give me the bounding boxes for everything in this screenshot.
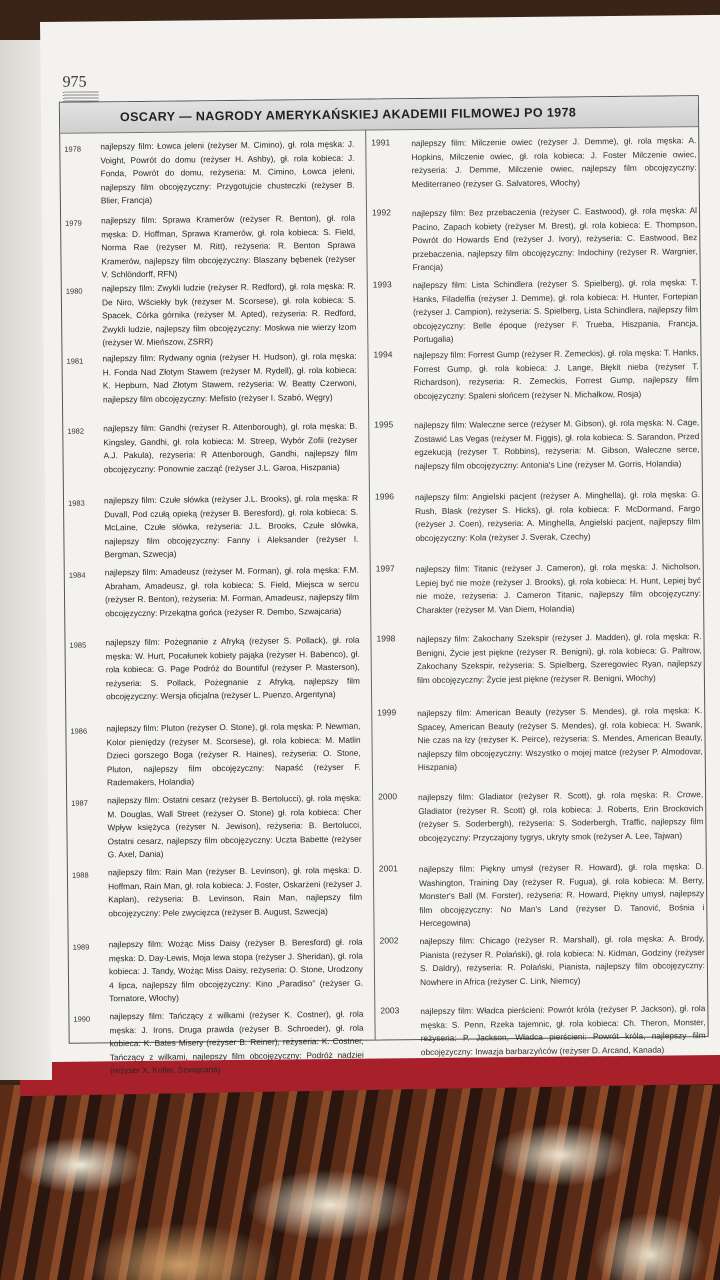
entry-text: najlepszy film: American Beauty (reżyser S. Mendes), gł. rola męska: K. Spacey, American Beauty (reżyser S. Mendes), gł. rola kobieca: H. Swank, Nie czas na łzy (reżyser K. Peirce), reżyseria: S. Mendes, American Beauty, najlepszy film obcojęzyczny: Wszystko o mojej matce (reżyser P. Almodovar, Hiszpania) bbox=[417, 705, 703, 773]
entry-text: najlepszy film: Rydwany ognia (reżyser H. Hudson), gł. rola męska: H. Fonda Nad Złotym Stawem (reżyser M. Rydell), gł. rola kobieca: K. Hepburn, Nad Złotym Stawem, reżyseria: W. Beatty Czerwoni, najlepszy film obcojęzyczny: Mefisto (reżyser I. Szabó, Węgry) bbox=[102, 350, 357, 404]
entry-text: najlepszy film: Piękny umysł (reżyser R. Howard), gł. rola męska: D. Washington, Training Day (reżyser R. Fugua), gł. rola kobieca: M. Berry, Monster's Ball (M. Forster), reżyseria: R. Howard, Piękny umysł, najlepszy film obcojęzyczny: No Man's Land (reżyser D. Tanović, Bośnia i Hercegowina) bbox=[418, 861, 705, 929]
entry-year: 1984 bbox=[68, 570, 86, 580]
entry-text: najlepszy film: Forrest Gump (reżyser R. Zemeckis), gł. rola męska: T. Hanks, Forrest Gump, gł. rola kobieca: J. Lange, Błękit nieba (reżyser T. Richardson), reżyseria: R. Zemeckis, Forrest Gump, najlepszy film obcojęzyczny: Spaleni słońcem (reżyser N. Michałkow, Rosja) bbox=[413, 347, 699, 401]
entry-text: najlepszy film: Angielski pacjent (reżyser A. Minghella), gł. rola męska: G. Rush, Blask (reżyser S. Hicks), gł. rola kobieca: F. McDormand, Fargo (reżyser J. Coen), reżyseria: A. Minghella, Angielski pacjent, najlepszy film obcojęzyczny: Kola (reżyser J. Sverak, Czechy) bbox=[414, 489, 701, 543]
entry-text: najlepszy film: Tańczący z wilkami (reżyser K. Costner), gł. rola męska: J. Irons, Druga prawda (reżyser B. Schroeder), gł. rola kobieca: K. Bates Misery (reżyser B. Reiner), reżyseria: K. Costner, Tańczący z wilkami, najlepszy film obcojęzyczny: Podróż nadziei (reżyser X. Koller, Szwajcaria) bbox=[109, 1008, 364, 1076]
entry-text: najlepszy film: Zakochany Szekspir (reżyser J. Madden), gł. rola męska: R. Benigni, Życie jest piękne (reżyser R. Benigni), gł. rola kobieca: G. Paltrow, Zakochany Szekspir, reżyseria: S. Spielberg, Szeregowiec Ryan, najlepszy film obcojęzyczny: Życie jest piękne (reżyser R. Benigni, Włochy) bbox=[416, 631, 702, 685]
page-title: OSCARY — NAGRODY AMERYKAŃSKIEJ AKADEMII FILMOWEJ PO 1978 bbox=[119, 105, 577, 125]
entry-year: 2001 bbox=[378, 863, 398, 874]
entry-2003 bbox=[376, 1002, 710, 1077]
entry-1981 bbox=[62, 350, 363, 423]
entry-1999 bbox=[373, 704, 707, 791]
left-column bbox=[60, 138, 370, 1083]
entry-text: najlepszy film: Pluton (reżyser O. Stone), gł. rola męska: P. Newman, Kolor pieniędzy (reżyser M. Scorsese), gł. rola kobieca: M. Matlin Dzieci gorszego Boga (reżyser R. Haines), reżyseria: O. Stone, Pluton, najlepszy film obcojęzyczny: Napaść (reżyser F. Rademakers, Holandia) bbox=[106, 720, 361, 788]
entry-text: najlepszy film: Władca pierścieni: Powrót króla (reżyser P. Jackson), gł. rola męska: S. Penn, Rzeka tajemnic, gł. rola kobieca: Ch. Theron, Monster, reżyseria: P. Jackson, Władca pierścieni: Powrót króla, najlepszy film obcojęzyczny: Inwazja barbarzyńców (reżyser D. Arcand, Kanada) bbox=[420, 1003, 706, 1057]
entry-year: 1997 bbox=[375, 563, 395, 574]
entry-year: 1996 bbox=[374, 491, 394, 502]
entry-1998 bbox=[372, 630, 706, 707]
entry-1991 bbox=[367, 134, 701, 207]
entry-1988 bbox=[68, 864, 369, 939]
entry-text: najlepszy film: Zwykli ludzie (reżyser R. Redford), gł. rola męska: R. De Niro, Wściekły byk (reżyser M. Scorsese), gł. rola kobieca: S. Spacek, Córka górnika (reżyser M. Apted), reżyseria: R. Redford, Zwykli ludzie, najlepszy film obcojęzyczny: Moskwa nie wierzy łzom (reżyser W. Mieńszow, ZSRR) bbox=[101, 280, 357, 348]
entry-text: najlepszy film: Pożegnanie z Afryką (reżyser S. Pollack), gł. rola męska: W. Hurt, Pocałunek kobiety pająka (reżyser H. Babenco), gł. rola kobieca: G. Page Podróż do Bountiful (reżyser P. Masterson), reżyseria: S. Pollack, Pożegnanie z Afryką, najlepszy film obcojęzyczny: Wersja oficjalna (reżyser L. Puenzo, Argentyna) bbox=[105, 634, 360, 702]
entry-year: 1980 bbox=[65, 286, 83, 296]
entry-year: 1986 bbox=[70, 726, 88, 736]
entry-year: 1981 bbox=[66, 356, 84, 366]
entry-text: najlepszy film: Sprawa Kramerów (reżyser R. Benton), gł. rola męska: D. Hoffman, Sprawa Kramerów, gł. rola kobieca: S. Field, Norma Rae (reżyser M. Ritt), reżyseria: R. Benton Sprawa Kramerów, najlepszy film obcojęzyczny: Blaszany bębenek (reżyser V. Schlöndorff, RFN) bbox=[101, 212, 356, 280]
entry-1996 bbox=[371, 488, 705, 563]
entry-text: najlepszy film: Ostatni cesarz (reżyser B. Bertolucci), gł. rola męska: M. Douglas, Wall Street (reżyser O. Stone) gł. rola kobieca: Cher Wpływ księżyca (reżyser N. Jewison), reżyseria: B. Bertolucci, Ostatni cesarz, najlepszy film obcojęzyczny: Uczta Babette (reżyser G. Axel, Dania) bbox=[107, 792, 362, 860]
entry-1989 bbox=[69, 936, 370, 1011]
entry-1985 bbox=[65, 634, 366, 723]
entry-1978 bbox=[60, 138, 361, 215]
entry-1987 bbox=[67, 792, 368, 867]
entry-year: 1992 bbox=[371, 207, 391, 218]
carpet-background bbox=[0, 1085, 720, 1280]
content-frame bbox=[59, 95, 709, 1076]
entry-year: 1978 bbox=[64, 144, 82, 154]
page-number: 975 bbox=[62, 73, 87, 91]
entry-year: 2000 bbox=[378, 791, 398, 802]
entry-year: 1985 bbox=[69, 640, 87, 650]
entry-text: najlepszy film: Wożąc Miss Daisy (reżyser B. Beresford) gł. rola męska: D. Day-Lewis, Moja lewa stopa (reżyser J. Sheridan), gł. rola kobieca: J. Tandy, Wożąc Miss Daisy, reżyseria: O. Stone, Urodzony 4 lipca, najlepszy film obcojęzyczny: Kino „Paradiso” (reżyser G. Tornatore, Włochy) bbox=[108, 936, 364, 1004]
entry-text: najlepszy film: Gandhi (reżyser R. Attenborough), gł. rola męska: B. Kingsley, Gandhi, gł. rola kobieca: M. Streep, Wybór Zofii (reżyser A.J. Pakula), reżyseria: R Attenborough, Gandhi, najlepszy film obcojęzyczny: Ponownie zacząć (reżyser J.L. Garoa, Hiszpania) bbox=[103, 420, 358, 474]
entry-text: najlepszy film: Czułe słówka (reżyser J.L. Brooks), gł. rola męska: R Duvall, Pod czułą opieką (reżyser B. Beresford), gł. rola kobieca: S. McLaine, Czułe słówka, reżyseria: J.L. Brooks, Czułe słówka, najlepszy film obcojęzyczny: Fanny i Aleksander (reżyser I. Bergman, Szwecja) bbox=[103, 492, 359, 560]
entry-year: 1993 bbox=[372, 279, 392, 290]
entry-year: 1990 bbox=[73, 1014, 91, 1024]
entry-1990 bbox=[69, 1008, 370, 1083]
right-column bbox=[367, 134, 710, 1077]
entry-2002 bbox=[376, 932, 710, 1005]
entry-year: 1999 bbox=[377, 707, 397, 718]
entry-1982 bbox=[63, 420, 364, 495]
entry-year: 2002 bbox=[379, 935, 399, 946]
entry-1992 bbox=[368, 204, 702, 279]
book-page bbox=[40, 15, 720, 1076]
entry-1984 bbox=[65, 564, 366, 637]
entry-text: najlepszy film: Amadeusz (reżyser M. Forman), gł. rola męska: F.M. Abraham, Amadeusz, gł. rola kobieca: S. Field, Miejsca w sercu (reżyser R. Benton), reżyseria: M. Forman, Amadeusz, najlepszy film obcojęzyczny: Przekątna gońca (reżyser R. Dembo, Szwajcaria) bbox=[104, 564, 360, 618]
entry-1995 bbox=[370, 416, 704, 491]
entry-text: najlepszy film: Milczenie owiec (reżyser J. Demme), gł. rola męska: A. Hopkins, Milczenie owiec, gł. rola kobieca: J. Foster Milczenie owiec, reżyseria: J. Demme, Milczenie owiec, najlepszy film obcojęzyczny: Mediterraneo (reżyser G. Salvatores, Włochy) bbox=[411, 135, 697, 189]
entry-text: najlepszy film: Chicago (reżyser R. Marshall), gł. rola męska: A. Brody, Pianista (reżyser R. Polański), gł. rola kobieca: N. Kidman, Godziny (reżyser S. Daldry), reżyseria: R. Polański, Pianista, najlepszy film obcojęzyczny: Nowhere in Africa (reżyser C. Link, Niemcy) bbox=[419, 933, 705, 987]
entry-year: 1995 bbox=[374, 419, 394, 430]
entry-2001 bbox=[375, 860, 709, 935]
entry-1986 bbox=[66, 720, 367, 795]
entry-year: 1988 bbox=[71, 870, 89, 880]
entry-1993 bbox=[369, 276, 703, 349]
entry-text: najlepszy film: Titanic (reżyser J. Cameron), gł. rola męska: J. Nicholson, Lepiej być nie może (reżyser J. Brooks), gł. rola kobieca: H. Hunt, Lepiej być nie może, reżyseria: J. Cameron Titanic, najlepszy film obcojęzyczny: Charakter (reżyser M. Van Diem, Holandia) bbox=[415, 561, 702, 615]
entry-text: najlepszy film: Rain Man (reżyser B. Levinson), gł. rola męska: D. Hoffman, Rain Man, gł. rola kobieca: J. Foster, Oskarżeni (reżyser J. Kaplan), reżyseria: B. Levinson, Rain Man, najlepszy film obcojęzyczny: Pele zwycięzca (reżyser B. August, Szwecja) bbox=[107, 864, 363, 918]
entry-1983 bbox=[64, 492, 365, 567]
entry-year: 1998 bbox=[376, 633, 396, 644]
entry-year: 1987 bbox=[71, 798, 88, 808]
entry-text: najlepszy film: Waleczne serce (reżyser M. Gibson), gł. rola męska: N. Cage, Zostawić Las Vegas (reżyser M. Figgis), gł. rola kobieca: S. Sarandon, Przed egzekucją (reżyser T. Robbins), reżyseria: M. Gibson, Waleczne serce, najlepszy film obcojęzyczny: Antonia's Line (reżyser M. Gorris, Holandia) bbox=[414, 417, 700, 471]
entry-year: 1989 bbox=[72, 942, 90, 952]
entry-year: 2003 bbox=[380, 1005, 400, 1016]
entry-2000 bbox=[374, 788, 708, 863]
entry-year: 1979 bbox=[65, 218, 82, 228]
entry-1980 bbox=[62, 280, 363, 353]
entry-text: najlepszy film: Łowca jeleni (reżyser M. Cimino), gł. rola męska: J. Voight, Powrót do domu (reżyser H. Ashby), gł. rola kobieca: J. Fonda, Powrót do domu, reżyseria: M. Cimino, Łowca jeleni, najlepszy film obcojęzyczny: Przygotujcie chusteczki (reżyser B. Blier, Francja) bbox=[100, 138, 355, 206]
entry-text: najlepszy film: Lista Schindlera (reżyser S. Spielberg), gł. rola męska: T. Hanks, Filadelfia (reżyser J. Demme), gł. rola kobieca: H. Hunter, Fortepian (reżyser J. Campion), reżyseria: S. Spielberg, Lista Schindlera, najlepszy film obcojęzyczny: Belle époque (reżyser F. Trueba, Hiszpania, Francja, Portugalia) bbox=[412, 277, 699, 345]
entry-year: 1982 bbox=[67, 426, 85, 436]
entry-year: 1994 bbox=[373, 349, 393, 360]
entry-year: 1983 bbox=[67, 498, 85, 508]
entry-year: 1991 bbox=[371, 137, 391, 148]
entry-1979 bbox=[61, 212, 362, 283]
table-header bbox=[60, 96, 698, 134]
entry-text: najlepszy film: Gladiator (reżyser R. Scott), gł. rola męska: R. Crowe, Gladiator (reżyser R. Scott) gł. rola kobieca: J. Roberts, Erin Brockovich (reżyser S. Soderbergh), reżyseria: S. Soderbergh, Traffic, najlepszy film obcojęzyczny: Przyczajony tygrys, ukryty smok (reżyser A. Lee, Tajwan) bbox=[418, 789, 704, 843]
entry-1997 bbox=[372, 560, 706, 633]
entry-text: najlepszy film: Bez przebaczenia (reżyser C. Eastwood), gł. rola męska: Al Pacino, Zapach kobiety (reżyser M. Brest), gł. rola kobieca: E. Thompson, Powrót do Howards End (reżyser J. Ivory), reżyseria: C. Eastwood, Bez przebaczenia, najlepszy film obcojęzyczny: Indochiny (reżyser R. Wargnier, Francja) bbox=[411, 205, 698, 273]
entry-1994 bbox=[369, 346, 703, 419]
